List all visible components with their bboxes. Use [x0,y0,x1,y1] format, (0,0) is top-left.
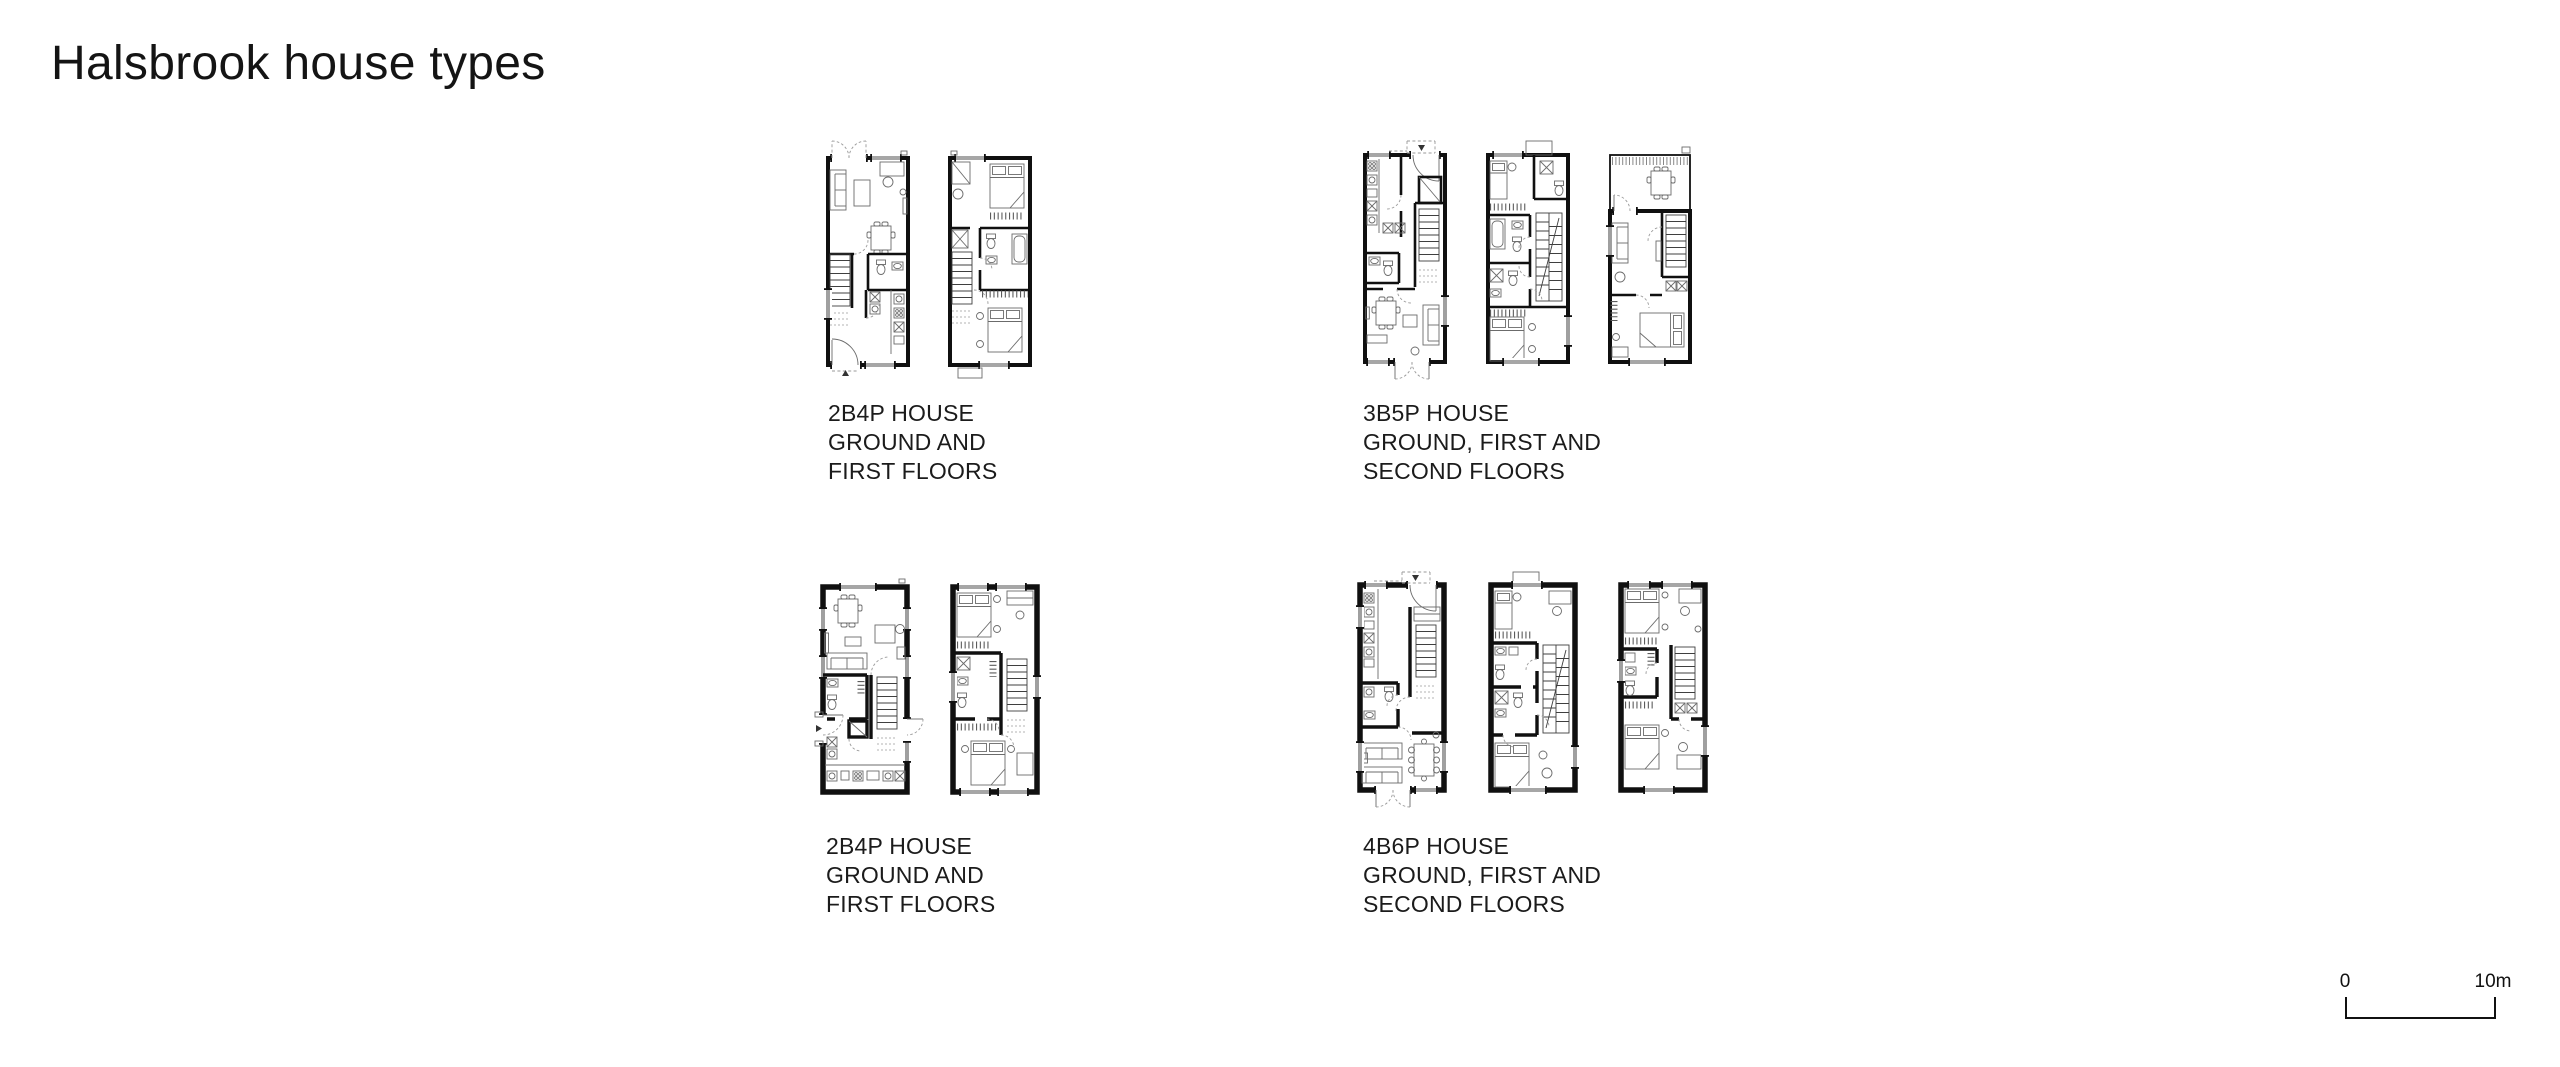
plan-2b4p-a-first-floor [940,140,1040,380]
plan-3b5p-first-floor [1478,137,1578,377]
caption-line: FIRST FLOORS [828,458,998,484]
plan-2b4p-b-first-floor [945,569,1045,809]
caption-line: GROUND, FIRST AND [1363,862,1602,888]
caption-3b5p [1363,399,1601,486]
scale-end-label: 10m [2474,971,2512,992]
caption-line: SECOND FLOORS [1363,891,1565,917]
caption-line: 4B6P HOUSE [1363,833,1510,859]
caption-4b6p [1363,832,1601,919]
caption-line: GROUND, FIRST AND [1363,429,1602,455]
caption-2b4p-top [828,399,997,486]
plan-3b5p-second-floor [1600,137,1700,377]
caption-2b4p-bottom [826,832,995,919]
caption-line: SECOND FLOORS [1363,458,1565,484]
caption-line: GROUND AND [828,429,986,455]
caption-line: GROUND AND [826,862,984,888]
scale-bracket [2345,997,2496,1019]
scale-start-label: 0 [2339,971,2351,992]
caption-line: FIRST FLOORS [826,891,996,917]
page-title: Halsbrook house types [51,37,546,90]
plan-4b6p-ground-floor [1352,567,1452,807]
caption-line: 3B5P HOUSE [1363,400,1510,426]
plan-2b4p-a-ground-floor [818,140,918,380]
plan-4b6p-first-floor [1483,567,1583,807]
plan-2b4p-b-ground-floor [815,569,915,809]
caption-line: 2B4P HOUSE [826,833,973,859]
plan-4b6p-second-floor [1613,567,1713,807]
plan-3b5p-ground-floor [1355,137,1455,377]
caption-line: 2B4P HOUSE [828,400,975,426]
